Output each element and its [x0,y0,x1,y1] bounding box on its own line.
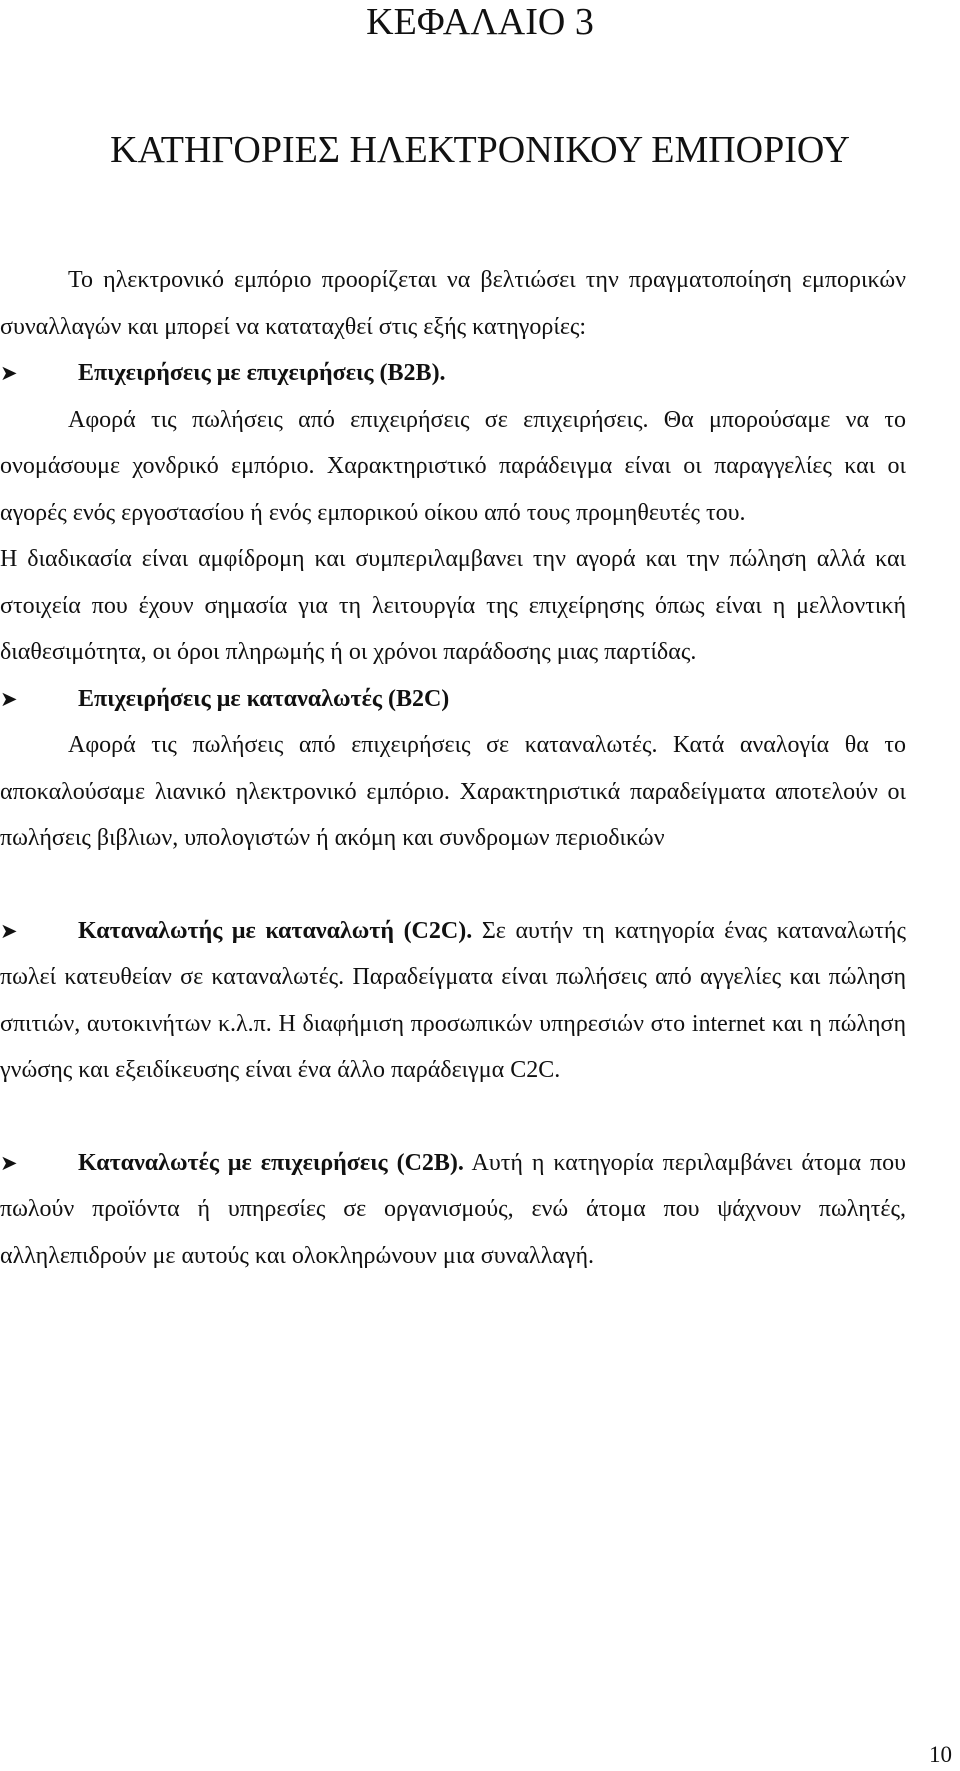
b2b-bullet [0,350,906,397]
arrow-bullet-icon: ➤ [0,918,18,943]
b2c-paragraph: Αφορά τις πωλήσεις από επιχειρήσεις σε καταναλωτές. Κατά αναλογία θα το αποκαλούσαμε λιανικό ηλεκτρονικό εμπόριο. Χαρακτηριστικά παραδείγματα αποτελούν οι πωλήσεις βιβλιων, υπολογιστών ή ακόμη και συνδρομων περιοδικών [0,732,906,851]
c2b-text: Αυτή η κατηγορία περιλαμβάνει άτομα που πωλούν προϊόντα ή υπηρεσίες σε οργανισμούς, ενώ άτομα που ψάχνουν πωλητές, αλληλεπιδρούν με αυτούς και ολοκληρώνουν μια συναλλαγή. [0,1149,906,1269]
intro-paragraph: Το ηλεκτρονικό εμπόριο προορίζεται να βελτιώσει την πραγματοποίηση εμπορικών συναλλαγών και μπορεί να καταταχθεί στις εξής κατηγορίες: [0,267,906,340]
arrow-bullet-icon: ➤ [0,361,18,385]
c2b-bullet [0,1140,906,1280]
b2c-heading: Επιχειρήσεις με καταναλωτές (B2C) [78,685,450,712]
chapter-number: ΚΕΦΑΛΑΙΟ 3 [366,1,594,43]
section-gap [0,1094,906,1140]
b2b-paragraph-1: Αφορά τις πωλήσεις από επιχειρήσεις σε επιχειρήσεις. Θα μπορούσαμε να το ονομάσουμε χονδρικό εμπόριο. Χαρακτηριστικό παράδειγμα είναι οι παραγγελίες και οι αγορές ενός εργοστασίου ή ενός εμπορικού οίκου από τους προμηθευτές του. [0,406,906,526]
b2c-bullet [0,676,906,723]
arrow-bullet-icon: ➤ [0,1150,18,1175]
section-gap [0,862,906,908]
c2c-heading: Καταναλωτής με καταναλωτή (C2C). [78,917,473,944]
arrow-bullet-icon: ➤ [0,686,18,711]
c2c-bullet [0,908,906,1094]
chapter-body [0,257,906,1279]
c2b-heading: Καταναλωτές με επιχειρήσεις (C2B). [78,1149,464,1176]
page-number: 10 [929,1742,952,1767]
b2b-heading: Επιχειρήσεις με επιχειρήσεις (B2B). [78,360,446,386]
chapter-title: ΚΑΤΗΓΟΡΙΕΣ ΗΛΕΚΤΡΟΝΙΚΟΥ ΕΜΠΟΡΙΟΥ [110,129,850,171]
b2b-paragraph-2: Η διαδικασία είναι αμφίδρομη και συμπεριλαμβανει την αγορά και την πώληση αλλά και στοιχεία που έχουν σημασία για τη λειτουργία της επιχείρησης όπως είναι η μελλοντική διαθεσιμότητα, οι όροι πληρωμής ή οι χρόνοι παράδοσης μιας παρτίδας. [0,546,906,665]
c2c-text: Σε αυτήν τη κατηγορία ένας καταναλωτής πωλεί κατευθείαν σε καταναλωτές. Παραδείγματα είναι πωλήσεις από αγγελίες και πώληση σπιτιών, αυτοκινήτων κ.λ.π. Η διαφήμιση προσωπικών υπηρεσιών στο internet και η πώληση γνώσης και εξειδίκευσης είναι ένα άλλο παράδειγμα C2C. [0,917,906,1083]
